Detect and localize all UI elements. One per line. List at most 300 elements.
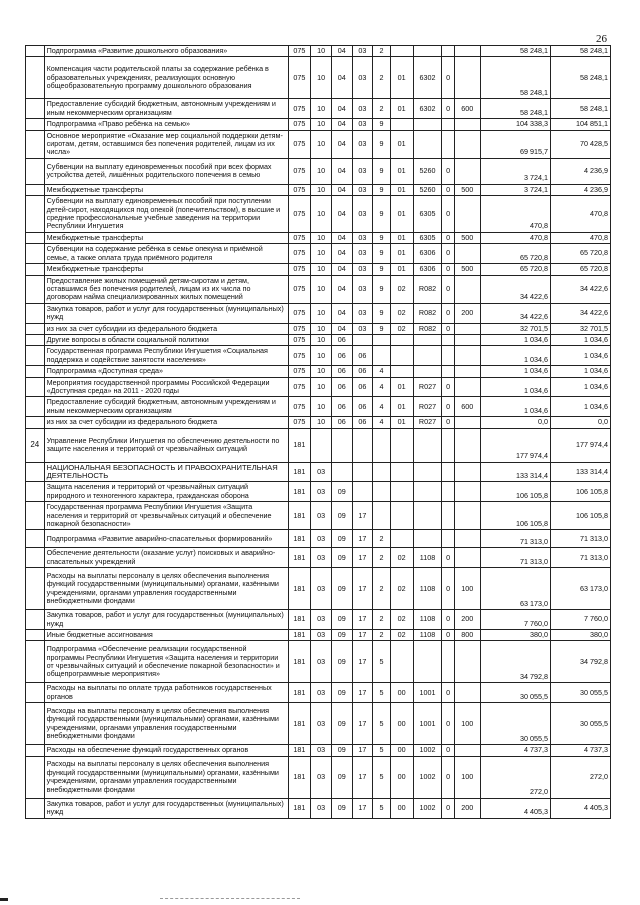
amount-2020-cell: 58 248,1 [550,46,610,57]
table-row [26,184,611,195]
amount-2019-cell: 1 034,6 [480,377,550,397]
amount-2019-cell: 58 248,1 [480,57,550,99]
subsection-code-cell: 04 [331,46,352,57]
section-code-cell: 10 [311,334,332,345]
item-name-cell: Управление Республики Ингушетия по обеспечению деятельности по защите населения и территорий от чрезвычайных ситуаций [44,428,288,462]
table-row [26,683,611,703]
direction-code-cell: 1002 [413,798,442,818]
activity-code-cell [390,366,413,377]
section-code-cell: 10 [311,303,332,323]
section-code-cell: 10 [311,417,332,428]
row-number-cell [26,377,45,397]
direction-suffix-cell: 0 [442,264,454,275]
item-name-cell: Подпрограмма «Обеспечение реализации государственной программы Республики Ингушетия «Защита населения и территории от чрезвычайных ситуаций и обеспечение пожарной безопасности» и общепрограммные мероприятия» [44,641,288,683]
activity-code-cell: 00 [390,703,413,745]
amount-2019-cell: 3 724,1 [480,184,550,195]
section-code-cell: 10 [311,46,332,57]
row-number-cell [26,334,45,345]
ministry-code-cell: 181 [288,756,311,798]
row-number-cell [26,703,45,745]
direction-code-cell: R027 [413,417,442,428]
table-row [26,46,611,57]
activity-code-cell: 02 [390,323,413,334]
direction-suffix-cell: 0 [442,548,454,568]
subsection-code-cell: 04 [331,323,352,334]
direction-suffix-cell [442,366,454,377]
amount-2020-cell: 1 034,6 [550,366,610,377]
table-row [26,482,611,502]
amount-2020-cell: 30 055,5 [550,683,610,703]
table-row [26,610,611,630]
page-number: 26 [596,33,607,45]
row-number-cell [26,462,45,482]
item-name-cell: Межбюджетные трансферты [44,184,288,195]
activity-code-cell: 01 [390,158,413,184]
activity-code-cell: 01 [390,397,413,417]
subsection-code-cell: 09 [331,798,352,818]
amount-2020-cell: 70 428,5 [550,130,610,158]
table-row [26,264,611,275]
section-code-cell: 03 [311,703,332,745]
expense-type-cell: 800 [454,630,480,641]
expense-type-cell [454,745,480,756]
table-row [26,346,611,366]
direction-code-cell: 6305 [413,232,442,243]
item-name-cell: Субвенции на содержание ребёнка в семье опекуна и приёмной семье, а также оплата труда приёмного родителя [44,244,288,264]
direction-code-cell [413,530,442,548]
subsection-code-cell: 09 [331,530,352,548]
section-code-cell: 10 [311,130,332,158]
direction-code-cell: R027 [413,377,442,397]
activity-code-cell: 00 [390,756,413,798]
subprogram-code-cell: 9 [373,244,391,264]
amount-2020-cell: 272,0 [550,756,610,798]
budget-table [25,45,611,819]
direction-suffix-cell: 0 [442,184,454,195]
subprogram-code-cell: 4 [373,366,391,377]
direction-code-cell: 6306 [413,264,442,275]
amount-2020-cell: 65 720,8 [550,244,610,264]
expense-type-cell [454,46,480,57]
direction-suffix-cell: 0 [442,630,454,641]
expense-type-cell [454,428,480,462]
subprogram-code-cell [373,482,391,502]
direction-suffix-cell: 0 [442,568,454,610]
table-row [26,530,611,548]
direction-code-cell [413,462,442,482]
amount-2020-cell: 1 034,6 [550,346,610,366]
subsection-code-cell: 09 [331,548,352,568]
item-name-cell: Подпрограмма «Доступная среда» [44,366,288,377]
table-row [26,303,611,323]
subsection-code-cell: 06 [331,377,352,397]
program-code-cell: 03 [352,46,373,57]
row-number-cell [26,158,45,184]
program-code-cell: 17 [352,683,373,703]
activity-code-cell: 00 [390,745,413,756]
expense-type-cell [454,502,480,530]
subsection-code-cell: 09 [331,630,352,641]
program-code-cell [352,334,373,345]
row-number-cell [26,130,45,158]
section-code-cell: 10 [311,244,332,264]
activity-code-cell: 02 [390,568,413,610]
program-code-cell: 03 [352,119,373,130]
subprogram-code-cell: 2 [373,610,391,630]
amount-2020-cell: 1 034,6 [550,377,610,397]
direction-suffix-cell [442,462,454,482]
subsection-code-cell: 04 [331,130,352,158]
expense-type-cell [454,417,480,428]
subsection-code-cell: 06 [331,397,352,417]
direction-suffix-cell: 0 [442,196,454,233]
subprogram-code-cell [373,346,391,366]
activity-code-cell: 01 [390,184,413,195]
subprogram-code-cell: 2 [373,57,391,99]
program-code-cell: 06 [352,417,373,428]
amount-2019-cell: 4 405,3 [480,798,550,818]
direction-code-cell [413,641,442,683]
table-row [26,703,611,745]
table-row [26,244,611,264]
subprogram-code-cell [373,428,391,462]
ministry-code-cell: 181 [288,610,311,630]
subsection-code-cell: 04 [331,264,352,275]
table-row [26,119,611,130]
subsection-code-cell: 04 [331,57,352,99]
amount-2019-cell: 104 338,3 [480,119,550,130]
expense-type-cell [454,334,480,345]
row-number-cell [26,275,45,303]
direction-code-cell [413,130,442,158]
program-code-cell: 17 [352,548,373,568]
direction-code-cell: 6305 [413,196,442,233]
activity-code-cell: 02 [390,275,413,303]
subprogram-code-cell: 4 [373,377,391,397]
footer-mark [0,898,8,901]
amount-2019-cell: 1 034,6 [480,366,550,377]
activity-code-cell: 01 [390,57,413,99]
amount-2020-cell: 63 173,0 [550,568,610,610]
section-code-cell: 10 [311,377,332,397]
amount-2019-cell: 65 720,8 [480,264,550,275]
direction-code-cell: 5260 [413,158,442,184]
subsection-code-cell: 06 [331,346,352,366]
amount-2019-cell: 34 792,8 [480,641,550,683]
table-row [26,158,611,184]
table-row [26,428,611,462]
ministry-code-cell: 075 [288,303,311,323]
subsection-code-cell: 09 [331,745,352,756]
subsection-code-cell: 04 [331,184,352,195]
direction-suffix-cell: 0 [442,158,454,184]
amount-2020-cell: 470,8 [550,232,610,243]
expense-type-cell: 600 [454,397,480,417]
direction-code-cell: 1108 [413,568,442,610]
item-name-cell: Расходы на выплаты персоналу в целях обеспечения выполнения функций государственными (муниципальными) органами, казёнными учреждениями, органами управления государственными внебюджетными фондами [44,568,288,610]
direction-code-cell: R027 [413,397,442,417]
activity-code-cell: 01 [390,196,413,233]
program-code-cell: 17 [352,502,373,530]
row-number-cell [26,46,45,57]
direction-suffix-cell: 0 [442,610,454,630]
amount-2020-cell: 71 313,0 [550,530,610,548]
direction-code-cell: 1108 [413,548,442,568]
row-number-cell [26,756,45,798]
table-row [26,798,611,818]
row-number-cell [26,482,45,502]
footer-rule [160,898,300,899]
subprogram-code-cell: 9 [373,264,391,275]
ministry-code-cell: 181 [288,548,311,568]
expense-type-cell [454,130,480,158]
direction-suffix-cell: 0 [442,323,454,334]
item-name-cell: Предоставление жилых помещений детям-сиротам и детям, оставшимся без попечения родителей, лицам из их числа по договорам найма специализированных жилых помещений [44,275,288,303]
table-row [26,417,611,428]
table-row [26,502,611,530]
item-name-cell: из них за счет субсидии из федерального бюджета [44,323,288,334]
ministry-code-cell: 075 [288,346,311,366]
subprogram-code-cell: 9 [373,323,391,334]
expense-type-cell [454,683,480,703]
program-code-cell [352,462,373,482]
amount-2019-cell: 3 724,1 [480,158,550,184]
subprogram-code-cell: 2 [373,530,391,548]
direction-code-cell: 6306 [413,244,442,264]
activity-code-cell: 00 [390,798,413,818]
ministry-code-cell: 181 [288,428,311,462]
ministry-code-cell: 075 [288,377,311,397]
direction-code-cell: R082 [413,275,442,303]
section-code-cell: 03 [311,641,332,683]
section-code-cell: 10 [311,366,332,377]
program-code-cell: 03 [352,158,373,184]
activity-code-cell [390,530,413,548]
row-number-cell [26,568,45,610]
amount-2019-cell: 58 248,1 [480,46,550,57]
item-name-cell: Подпрограмма «Право ребёнка на семью» [44,119,288,130]
activity-code-cell [390,428,413,462]
item-name-cell: Предоставление субсидий бюджетным, автономным учреждениям и иным некоммерческим организациям [44,397,288,417]
program-code-cell: 03 [352,130,373,158]
subprogram-code-cell: 2 [373,568,391,610]
section-code-cell: 03 [311,610,332,630]
activity-code-cell: 02 [390,303,413,323]
amount-2020-cell: 58 248,1 [550,99,610,119]
direction-code-cell: 1108 [413,630,442,641]
item-name-cell: Подпрограмма «Развитие дошкольного образования» [44,46,288,57]
amount-2020-cell: 34 422,6 [550,275,610,303]
subprogram-code-cell: 5 [373,798,391,818]
section-code-cell: 10 [311,184,332,195]
table-row [26,756,611,798]
item-name-cell: Закупка товаров, работ и услуг для государственных (муниципальных) нужд [44,610,288,630]
subsection-code-cell: 09 [331,641,352,683]
expense-type-cell: 500 [454,232,480,243]
expense-type-cell [454,119,480,130]
subprogram-code-cell: 5 [373,745,391,756]
table-row [26,568,611,610]
direction-suffix-cell: 0 [442,275,454,303]
amount-2020-cell: 30 055,5 [550,703,610,745]
row-number-cell [26,530,45,548]
table-row [26,397,611,417]
item-name-cell: Расходы на выплаты персоналу в целях обеспечения выполнения функций государственными (муниципальными) органами, казёнными учреждениями, органами управления государственными внебюджетными фондами [44,756,288,798]
amount-2020-cell: 4 236,9 [550,158,610,184]
subsection-code-cell: 06 [331,366,352,377]
subprogram-code-cell: 9 [373,275,391,303]
program-code-cell: 03 [352,196,373,233]
row-number-cell [26,502,45,530]
table-row [26,57,611,99]
direction-code-cell [413,334,442,345]
activity-code-cell: 01 [390,99,413,119]
program-code-cell [352,482,373,502]
expense-type-cell [454,275,480,303]
program-code-cell: 03 [352,275,373,303]
ministry-code-cell: 181 [288,530,311,548]
direction-suffix-cell [442,130,454,158]
row-number-cell [26,641,45,683]
section-code-cell: 03 [311,530,332,548]
direction-code-cell: 1001 [413,683,442,703]
subsection-code-cell: 04 [331,119,352,130]
program-code-cell: 03 [352,244,373,264]
direction-suffix-cell [442,119,454,130]
subsection-code-cell: 06 [331,334,352,345]
table-row [26,275,611,303]
amount-2019-cell: 106 105,8 [480,502,550,530]
direction-code-cell [413,46,442,57]
section-code-cell: 10 [311,323,332,334]
amount-2019-cell: 32 701,5 [480,323,550,334]
amount-2020-cell: 0,0 [550,417,610,428]
activity-code-cell: 01 [390,232,413,243]
section-code-cell: 03 [311,798,332,818]
activity-code-cell [390,346,413,366]
activity-code-cell [390,462,413,482]
amount-2020-cell: 4 405,3 [550,798,610,818]
section-code-cell: 10 [311,119,332,130]
program-code-cell: 03 [352,184,373,195]
expense-type-cell [454,482,480,502]
expense-type-cell [454,641,480,683]
ministry-code-cell: 075 [288,275,311,303]
activity-code-cell: 02 [390,610,413,630]
direction-suffix-cell: 0 [442,745,454,756]
amount-2020-cell: 1 034,6 [550,397,610,417]
section-code-cell: 10 [311,57,332,99]
program-code-cell: 03 [352,99,373,119]
item-name-cell: Межбюджетные трансферты [44,232,288,243]
program-code-cell: 17 [352,703,373,745]
expense-type-cell [454,462,480,482]
section-code-cell: 10 [311,232,332,243]
subsection-code-cell: 09 [331,502,352,530]
direction-suffix-cell [442,334,454,345]
direction-code-cell: 1002 [413,745,442,756]
activity-code-cell [390,119,413,130]
direction-code-cell: 1001 [413,703,442,745]
program-code-cell: 03 [352,303,373,323]
section-code-cell: 10 [311,158,332,184]
ministry-code-cell: 181 [288,482,311,502]
item-name-cell: НАЦИОНАЛЬНАЯ БЕЗОПАСНОСТЬ И ПРАВООХРАНИТЕЛЬНАЯ ДЕЯТЕЛЬНОСТЬ [44,462,288,482]
amount-2020-cell: 65 720,8 [550,264,610,275]
amount-2019-cell: 106 105,8 [480,482,550,502]
subprogram-code-cell: 2 [373,99,391,119]
amount-2020-cell: 104 851,1 [550,119,610,130]
row-number-cell [26,196,45,233]
section-code-cell: 03 [311,756,332,798]
direction-suffix-cell: 0 [442,99,454,119]
program-code-cell: 17 [352,568,373,610]
program-code-cell: 17 [352,630,373,641]
row-number-cell [26,548,45,568]
program-code-cell: 17 [352,610,373,630]
item-name-cell: Предоставление субсидий бюджетным, автономным учреждениям и иным некоммерческим организациям [44,99,288,119]
amount-2019-cell: 1 034,6 [480,397,550,417]
activity-code-cell: 01 [390,244,413,264]
amount-2019-cell: 177 974,4 [480,428,550,462]
amount-2019-cell: 380,0 [480,630,550,641]
ministry-code-cell: 075 [288,397,311,417]
program-code-cell: 03 [352,232,373,243]
expense-type-cell: 200 [454,610,480,630]
direction-suffix-cell [442,46,454,57]
subprogram-code-cell: 9 [373,158,391,184]
amount-2020-cell: 133 314,4 [550,462,610,482]
section-code-cell: 03 [311,482,332,502]
ministry-code-cell: 181 [288,630,311,641]
direction-suffix-cell: 0 [442,244,454,264]
program-code-cell: 17 [352,798,373,818]
item-name-cell: Мероприятия государственной программы Российской Федерации «Доступная среда» на 2011 - 2020 годы [44,377,288,397]
expense-type-cell [454,244,480,264]
section-code-cell: 03 [311,568,332,610]
expense-type-cell [454,377,480,397]
section-code-cell: 03 [311,745,332,756]
subsection-code-cell: 09 [331,568,352,610]
section-code-cell [311,428,332,462]
amount-2019-cell: 34 422,6 [480,275,550,303]
amount-2019-cell: 58 248,1 [480,99,550,119]
row-number-cell: 24 [26,428,45,462]
program-code-cell: 17 [352,641,373,683]
table-row [26,366,611,377]
amount-2020-cell: 4 737,3 [550,745,610,756]
direction-code-cell: 5260 [413,184,442,195]
ministry-code-cell: 181 [288,641,311,683]
amount-2019-cell: 71 313,0 [480,548,550,568]
ministry-code-cell: 181 [288,683,311,703]
subprogram-code-cell: 9 [373,232,391,243]
expense-type-cell [454,57,480,99]
table-body [26,46,611,819]
item-name-cell: Межбюджетные трансферты [44,264,288,275]
subprogram-code-cell: 9 [373,119,391,130]
direction-suffix-cell: 0 [442,232,454,243]
amount-2019-cell: 30 055,5 [480,703,550,745]
item-name-cell: Субвенции на выплату единовременных пособий при поступлении детей-сирот, находящихся под опекой (попечительством), в высшие и средние профессиональные учебные заведения на территории Республики Ингушетия [44,196,288,233]
item-name-cell: Компенсация части родительской платы за содержание ребёнка в образовательных учреждениях, реализующих основную общеобразовательную программу дошкольного образования [44,57,288,99]
item-name-cell: Закупка товаров, работ и услуг для государственных (муниципальных) нужд [44,798,288,818]
ministry-code-cell: 181 [288,745,311,756]
row-number-cell [26,244,45,264]
amount-2019-cell: 470,8 [480,232,550,243]
direction-code-cell [413,346,442,366]
direction-code-cell: 6302 [413,99,442,119]
